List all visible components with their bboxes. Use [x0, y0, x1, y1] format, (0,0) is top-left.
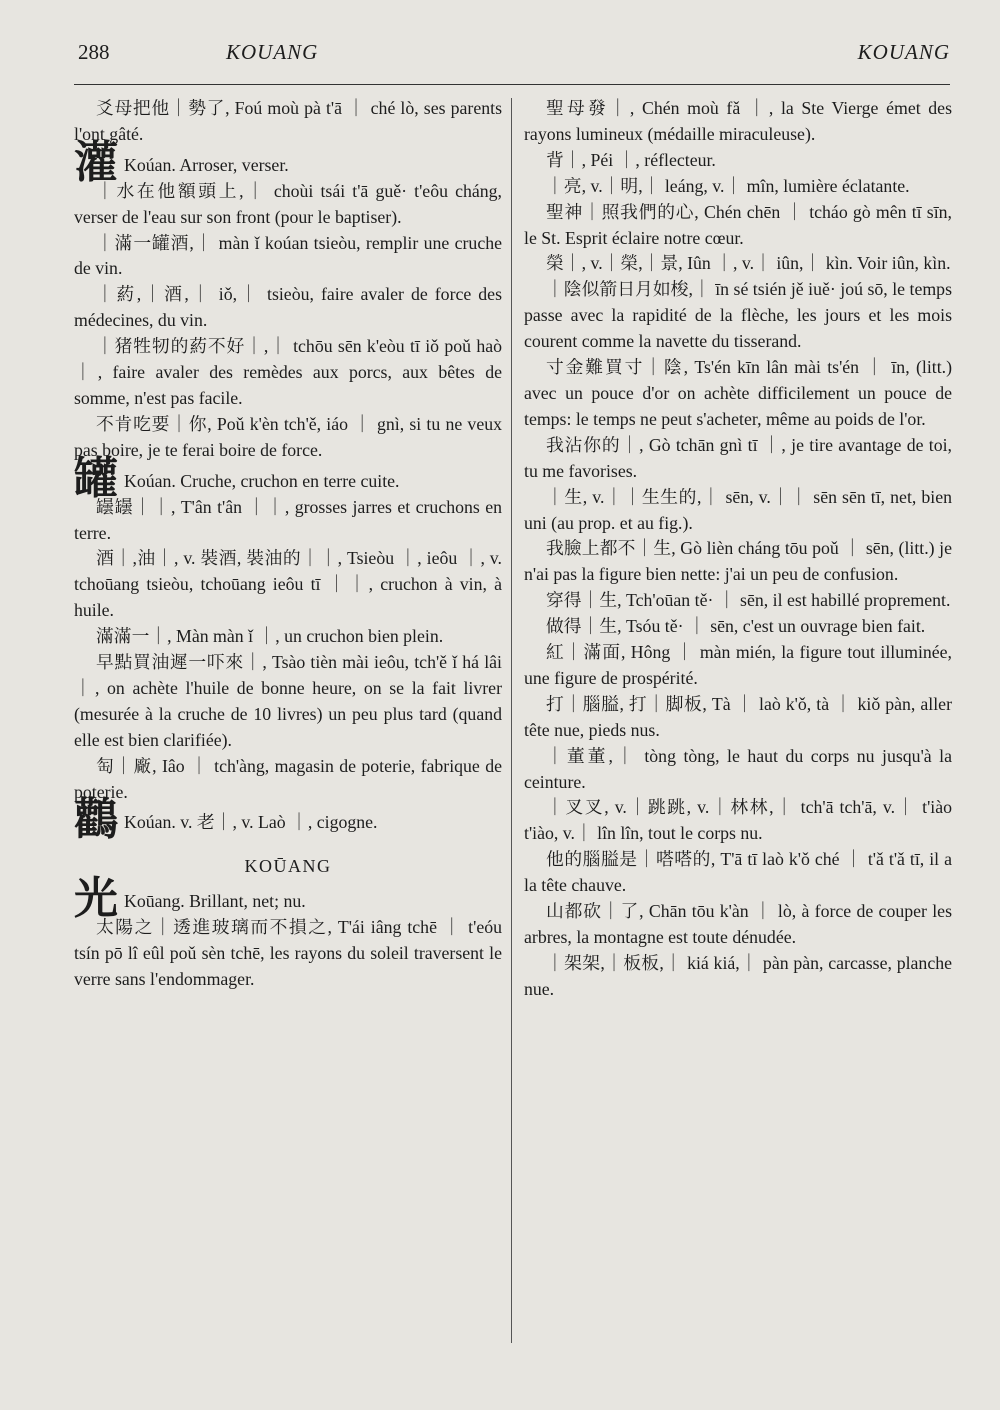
sub-entry — [524, 588, 952, 614]
section-heading: KOŪANG — [244, 856, 332, 877]
entry-text: ｜叉叉, v.｜跳跳, v.｜林林,｜ tch'ā tch'ā, v.｜ t'iào t'iào, v.｜ lîn lîn, tout le corps nu. — [524, 797, 952, 844]
sub-entry — [524, 200, 952, 252]
page-number: 288 — [78, 40, 110, 64]
column-divider — [511, 98, 512, 1343]
headword-entry — [74, 136, 502, 188]
entry-text: 山都砍｜了, Chān tōu k'àn ｜ lò, à force de couper les arbres, la montagne est toute dénudée. — [524, 901, 952, 947]
entry-text: ｜陰似箭日月如梭,｜ īn sé tsién jě iuě· joú sō, le temps passe avec la rapidité de la flèche, les jours et les mois courent comme la navette du tisserand. — [524, 279, 952, 352]
sub-entry — [524, 640, 952, 692]
entry-text: 不肯吃要｜你, Poǔ k'èn tch'ě, iáo ｜ gnì, si tu ne veux pas boire, je te ferai boire de force. — [74, 413, 502, 460]
sub-entry — [74, 754, 502, 806]
sub-entry — [524, 692, 952, 744]
entry-text: 聖神｜照我們的心, Chén chēn ｜ tcháo gò mên tī sīn, le St. Esprit éclaire notre cœur. — [524, 201, 952, 248]
sub-entry — [74, 231, 502, 283]
entry-text: 打｜腦膉, 打｜脚板, Tà ｜ laò k'ǒ, tà ｜ kiǒ pàn, aller tête nue, pieds nus. — [524, 693, 952, 740]
entry-text: ｜水在他額頭上,｜ choùi tsái t'ā guě· t'eôu cháng, verser de l'eau sur son front (pour le baptiser). — [74, 180, 502, 227]
entry-text: 紅｜滿面, Hông ｜ màn mién, la figure tout illuminée, une figure de prospérité. — [524, 642, 952, 688]
sub-entry — [524, 795, 952, 847]
entry-text: 爻母把他｜勢了, Foú moù pà t'ā ｜ ché lò, ses parents l'ont gâté. — [74, 98, 502, 144]
entry-text: 我臉上都不｜生, Gò lièn cháng tōu poǔ ｜ sēn, (litt.) je n'ai pas la figure bien nette: j'ai un peu de confusion. — [524, 538, 952, 585]
sub-entry — [74, 915, 502, 993]
entry-text: 聖母發｜, Chén moù fǎ ｜, la Ste Vierge émet des rayons lumineux (médaille miraculeuse). — [524, 98, 952, 144]
sub-entry — [74, 179, 502, 231]
entry-text: ｜葯,｜酒,｜ iǒ,｜ tsieòu, faire avaler de force des médecines, du vin. — [74, 284, 502, 331]
entry-text: ｜董董,｜ tòng tòng, le haut du corps nu jusqu'à la ceinture. — [524, 745, 952, 792]
entry-text: 我沾你的｜, Gò tchān gnì tī ｜, je tire avantage de toi, tu me favorises. — [524, 434, 952, 481]
headword-entry — [74, 794, 502, 846]
entry-text: Koúan. v. 老｜, v. Laò ｜, cigogne. — [124, 812, 378, 833]
sub-entry — [524, 951, 952, 1003]
sub-entry — [74, 412, 502, 464]
sub-entry — [524, 433, 952, 485]
header-rule — [74, 84, 950, 85]
sub-entry — [524, 614, 952, 640]
entry-text: 太陽之｜透進玻璃而不損之, T'ái iâng tchē ｜ t'eóu tsín pō lî eûl poǔ sèn tchē, les rayons du soleil traversent le verre sans l'endommager. — [74, 917, 502, 989]
sub-entry — [74, 282, 502, 334]
headword-entry — [74, 452, 502, 504]
headword-character: 罐 — [74, 452, 118, 504]
sub-entry — [74, 546, 502, 624]
headword-entry — [74, 873, 502, 925]
sub-entry — [524, 277, 952, 355]
sub-entry — [524, 899, 952, 951]
entry-text: ｜猪牲牣的葯不好｜,｜ tchōu sēn k'eòu tī iǒ poǔ haò ｜, faire avaler des remèdes aux porcs, aux bêtes de somme, n'est pas facile. — [74, 336, 502, 408]
entry-text: 做得｜生, Tsóu tě· ｜ sēn, c'est un ouvrage bien fait. — [546, 616, 926, 637]
running-head-right: KOUANG — [857, 40, 950, 64]
headword-character: 灌 — [74, 136, 118, 188]
sub-entry — [524, 96, 952, 148]
entry-text: 榮｜, v.｜榮,｜景, Iûn ｜, v.｜ iûn,｜ kìn. Voir iûn, kìn. — [546, 253, 951, 274]
sub-entry — [524, 355, 952, 433]
sub-entry — [524, 536, 952, 588]
sub-entry — [74, 624, 502, 650]
sub-entry — [74, 495, 502, 547]
entry-text: 罎罎｜｜, T'ân t'ân ｜｜, grosses jarres et cruchons en terre. — [74, 496, 502, 543]
sub-entry — [524, 485, 952, 537]
sub-entry — [524, 847, 952, 899]
entry-text: Koūang. Brillant, net; nu. — [124, 891, 306, 912]
right-column — [524, 96, 952, 1003]
entry-text: ｜生, v.｜｜生生的,｜ sēn, v.｜｜ sēn sēn tī, net, bien uni (au prop. et au fig.). — [524, 486, 952, 533]
entry-text: ｜滿一罐酒,｜ màn ǐ koúan tsieòu, remplir une cruche de vin. — [74, 232, 502, 279]
entry-text: 滿滿一｜, Màn màn ǐ ｜, un cruchon bien plein. — [96, 626, 444, 647]
entry-text: 背｜, Péi ｜, réflecteur. — [546, 149, 716, 170]
sub-entry — [524, 744, 952, 796]
left-column — [74, 96, 502, 993]
entry-text: ｜架架,｜板板,｜ kiá kiá,｜ pàn pàn, carcasse, planche nue. — [524, 952, 952, 999]
entry-text: 穿得｜生, Tch'oūan tě· ｜ sēn, il est habillé proprement. — [546, 590, 951, 611]
sub-entry — [74, 334, 502, 412]
headword-character: 鸛 — [74, 794, 118, 846]
entry-text: Koúan. Cruche, cruchon en terre cuite. — [124, 470, 400, 491]
entry-text: 他的腦膉是｜嗒嗒的, T'ā tī laò k'ǒ ché ｜ t'ǎ t'ǎ tī, il a la tête chauve. — [524, 849, 952, 896]
sub-entry — [524, 174, 952, 200]
sub-entry — [74, 96, 502, 148]
headword-character: 光 — [74, 873, 118, 925]
entry-text: 匋｜廠, Iâo ｜ tch'àng, magasin de poterie, fabrique de poterie. — [74, 755, 502, 802]
entry-text: 酒｜,油｜, v. 裝酒, 裝油的｜｜, Tsieòu ｜, ieôu ｜, v. tchoūang tsieòu, tchoūang ieôu tī ｜｜, cruchon à vin, à huile. — [74, 548, 502, 621]
entry-text: 早點買油遲一吓來｜, Tsào tièn mài ieôu, tch'ě ǐ há lâi ｜, on achète l'huile de bonne heure, on se la fait livrer (mesurée à la cruche de 10 livres) un peu plus tard (quand elle est bien clarifiée). — [74, 652, 502, 750]
running-head-left: KOUANG — [226, 40, 319, 64]
sub-entry — [524, 148, 952, 174]
entry-text: 寸金難買寸｜陰, Ts'én kīn lân mài ts'én ｜ īn, (litt.) avec un pouce d'or on achète difficilement un pouce de temps: le temps ne peut s'acheter, même au poids de l'or. — [524, 357, 952, 429]
sub-entry — [74, 650, 502, 754]
entry-text: Koúan. Arroser, verser. — [124, 154, 289, 175]
sub-entry — [524, 251, 952, 277]
entry-text: ｜亮, v.｜明,｜ leáng, v.｜ mîn, lumière éclatante. — [546, 175, 910, 196]
page-header — [78, 40, 950, 76]
